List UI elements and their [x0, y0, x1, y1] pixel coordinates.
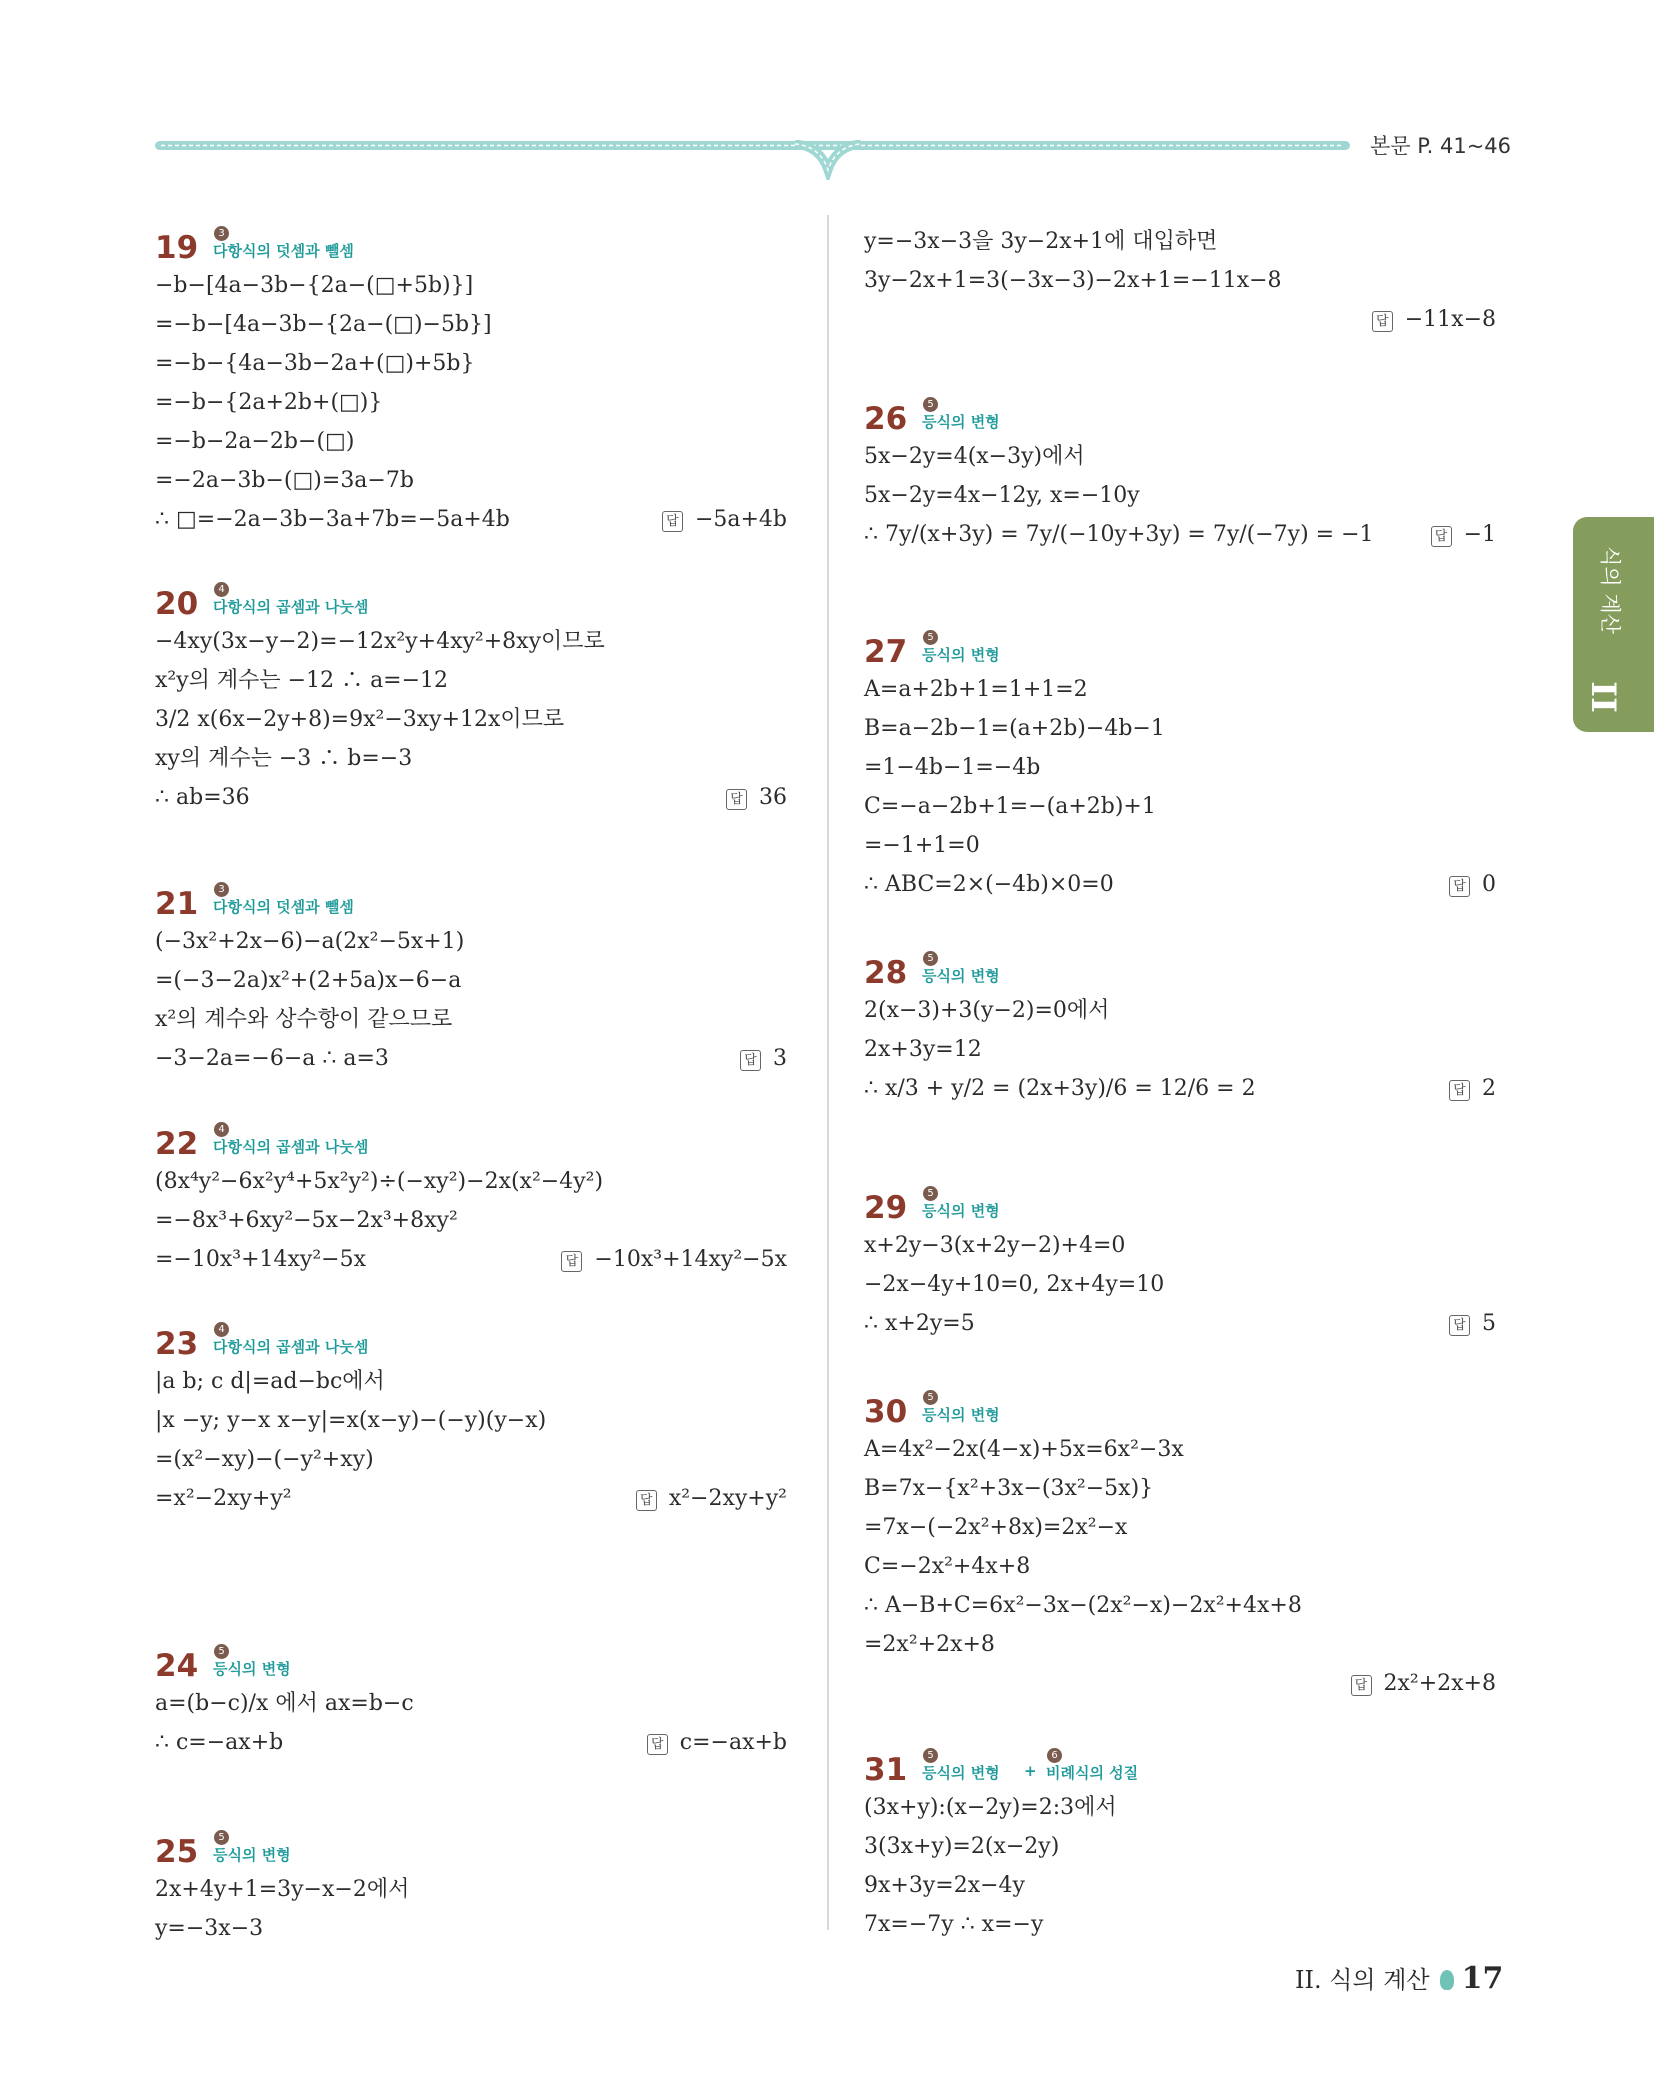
answer	[1351, 1664, 1497, 1703]
solution-line	[155, 622, 787, 661]
solution-line	[864, 476, 1496, 515]
header-reference: 본문 P. 41~46	[1370, 134, 1512, 158]
topic-number-badge: 4	[214, 1122, 229, 1137]
solution-text: =1−4b−1=−4b	[864, 755, 1041, 780]
solution-line	[155, 961, 787, 1000]
answer-icon: 답	[1372, 311, 1393, 332]
solution-line	[155, 500, 787, 539]
topic-title: 다항식의 덧셈과 뺄셈	[213, 898, 354, 916]
solution-text: ∴ x+2y=5	[864, 1311, 975, 1336]
problem-number: 27	[864, 634, 908, 670]
problem-header	[155, 878, 787, 922]
solution-line	[155, 1684, 787, 1723]
solution-text: 2x+4y+1=3y−x−2에서	[155, 1877, 410, 1902]
solution-text: −b−[4a−3b−{2a−(□+5b)}]	[155, 273, 474, 298]
solution-line	[864, 709, 1496, 748]
solution-text: =−b−2a−2b−(□)	[155, 429, 355, 454]
problem-27	[864, 626, 1496, 904]
solution-text: a=(b−c)/x 에서 ax=b−c	[155, 1691, 414, 1716]
problem-header	[155, 1826, 787, 1870]
answer-icon: 답	[1431, 526, 1452, 547]
solution-line	[155, 778, 787, 817]
problem-cont	[864, 222, 1496, 339]
topic-number-badge: 5	[923, 630, 938, 645]
answer-icon: 답	[726, 789, 747, 810]
answer-value: 0	[1482, 872, 1496, 897]
solution-text: =2x²+2x+8	[864, 1632, 995, 1657]
answer	[740, 1039, 787, 1078]
solution-line	[864, 1625, 1496, 1664]
answer	[561, 1240, 787, 1279]
problem-number: 28	[864, 955, 908, 991]
answer-icon: 답	[636, 1490, 657, 1511]
problem-number: 26	[864, 401, 908, 437]
solution-text: B=7x−{x²+3x−(3x²−5x)}	[864, 1476, 1154, 1501]
solution-text: B=a−2b−1=(a+2b)−4b−1	[864, 716, 1165, 741]
problem-header	[864, 1744, 1496, 1788]
solution-line	[864, 1069, 1496, 1108]
header-notch	[795, 140, 861, 180]
solution-text: −4xy(3x−y−2)=−12x²y+4xy²+8xy이므로	[155, 629, 605, 654]
solution-line	[864, 222, 1496, 261]
problem-header	[864, 393, 1496, 437]
problem-number: 25	[155, 1834, 199, 1870]
answer-value: 36	[759, 785, 787, 810]
problem-header	[155, 222, 787, 266]
solution-text: ∴ □=−2a−3b−3a+7b=−5a+4b	[155, 507, 510, 532]
answer-value: c=−ax+b	[679, 1730, 787, 1755]
solution-text: A=4x²−2x(4−x)+5x=6x²−3x	[864, 1437, 1184, 1462]
solution-text: =7x−(−2x²+8x)=2x²−x	[864, 1515, 1128, 1540]
solution-text: (3x+y):(x−2y)=2:3에서	[864, 1795, 1117, 1820]
solution-line	[864, 1226, 1496, 1265]
solution-line	[864, 1430, 1496, 1469]
solution-line	[155, 700, 787, 739]
solution-line	[155, 461, 787, 500]
topic-title: 비례식의 성질	[1046, 1764, 1139, 1782]
solution-text: x+2y−3(x+2y−2)+4=0	[864, 1233, 1126, 1258]
problem-number: 30	[864, 1394, 908, 1430]
chapter-side-tab[interactable]	[1573, 517, 1654, 732]
solution-text: =−2a−3b−(□)=3a−7b	[155, 468, 414, 493]
topic-number-badge: 5	[923, 1390, 938, 1405]
solution-text: =−10x³+14xy²−5x	[155, 1247, 367, 1272]
solution-line	[155, 305, 787, 344]
solution-text: A=a+2b+1=1+1=2	[864, 677, 1088, 702]
topic-title: 다항식의 곱셈과 나눗셈	[213, 1138, 369, 1156]
topic-number-badge: 5	[214, 1830, 229, 1845]
side-tab-roman: II	[1582, 681, 1623, 713]
problem-header	[155, 1318, 787, 1362]
problem-28	[864, 947, 1496, 1108]
topic-number-badge: 3	[214, 226, 229, 241]
problem-number: 24	[155, 1648, 199, 1684]
solution-text: x²의 계수와 상수항이 같으므로	[155, 1007, 453, 1032]
solution-text: (−3x²+2x−6)−a(2x²−5x+1)	[155, 929, 465, 954]
solution-text: ∴ ABC=2×(−4b)×0=0	[864, 872, 1114, 897]
solution-text: 2(x−3)+3(y−2)=0에서	[864, 998, 1110, 1023]
problem-22	[155, 1118, 787, 1279]
answer-icon: 답	[1449, 1080, 1470, 1101]
problem-header	[155, 1118, 787, 1162]
solution-text: =−b−{4a−3b−2a+(□)+5b}	[155, 351, 475, 376]
solution-line	[864, 1469, 1496, 1508]
solution-text: C=−2x²+4x+8	[864, 1554, 1031, 1579]
solution-line	[155, 1000, 787, 1039]
topic-title: 다항식의 덧셈과 뺄셈	[213, 242, 354, 260]
topic-title: 등식의 변형	[213, 1660, 291, 1678]
topic-title: 등식의 변형	[213, 1846, 291, 1864]
solution-text: y=−3x−3을 3y−2x+1에 대입하면	[864, 229, 1218, 254]
answer-value: 2x²+2x+8	[1383, 1671, 1496, 1696]
solution-line	[864, 515, 1496, 554]
answer-value: 5	[1482, 1311, 1496, 1336]
solution-line	[864, 1788, 1496, 1827]
answer-icon: 답	[647, 1734, 668, 1755]
problem-19	[155, 222, 787, 539]
topic-title: 다항식의 곱셈과 나눗셈	[213, 598, 369, 616]
topic-title: 등식의 변형	[922, 646, 1000, 664]
solution-line	[155, 1870, 787, 1909]
problem-20	[155, 578, 787, 817]
solution-line	[155, 661, 787, 700]
solution-line	[155, 1162, 787, 1201]
solution-line	[155, 922, 787, 961]
problem-number: 23	[155, 1326, 199, 1362]
topic-title: 등식의 변형	[922, 413, 1000, 431]
solution-text: 5x−2y=4(x−3y)에서	[864, 444, 1085, 469]
solution-text: =(−3−2a)x²+(2+5a)x−6−a	[155, 968, 462, 993]
solution-line	[864, 1547, 1496, 1586]
solution-line	[155, 1909, 787, 1948]
answer-icon: 답	[1351, 1675, 1372, 1696]
solution-text: |a b; c d|=ad−bc에서	[155, 1369, 385, 1394]
answer	[636, 1479, 787, 1518]
answer-value: x²−2xy+y²	[668, 1486, 787, 1511]
solution-text: 3/2 x(6x−2y+8)=9x²−3xy+12x이므로	[155, 707, 565, 732]
solution-text: 2x+3y=12	[864, 1037, 982, 1062]
answer-value: 3	[773, 1046, 787, 1071]
solution-line	[155, 1440, 787, 1479]
answer-value: −10x³+14xy²−5x	[594, 1247, 787, 1272]
page-number: 17	[1461, 1961, 1504, 1996]
problem-26	[864, 393, 1496, 554]
solution-text: ∴ 7y/(x+3y) = 7y/(−10y+3y) = 7y/(−7y) = −1	[864, 522, 1374, 547]
solution-text: 5x−2y=4x−12y, x=−10y	[864, 483, 1140, 508]
solution-line	[864, 991, 1496, 1030]
problem-number: 19	[155, 230, 199, 266]
answer	[726, 778, 787, 817]
topic-plus: +	[1024, 1762, 1037, 1780]
answer-icon: 답	[740, 1050, 761, 1071]
answer-icon: 답	[662, 511, 683, 532]
solution-line	[864, 1304, 1496, 1343]
solution-line	[864, 300, 1496, 339]
solution-line	[155, 1723, 787, 1762]
solution-line	[864, 1905, 1496, 1944]
solution-text: 9x+3y=2x−4y	[864, 1873, 1025, 1898]
solution-line	[155, 1201, 787, 1240]
solution-text: ∴ A−B+C=6x²−3x−(2x²−x)−2x²+4x+8	[864, 1593, 1302, 1618]
topic-title: 등식의 변형	[922, 1406, 1000, 1424]
solution-text: −2x−4y+10=0, 2x+4y=10	[864, 1272, 1165, 1297]
solution-text: xy의 계수는 −3 ∴ b=−3	[155, 746, 413, 771]
column-divider	[827, 215, 829, 1930]
problem-header	[864, 1386, 1496, 1430]
answer	[1431, 515, 1496, 554]
problem-header	[155, 578, 787, 622]
solution-line	[864, 670, 1496, 709]
side-tab-label: 식의 계산	[1597, 546, 1622, 634]
problem-21	[155, 878, 787, 1078]
problem-number: 21	[155, 886, 199, 922]
topic-title: 등식의 변형	[922, 967, 1000, 985]
answer-value: −1	[1463, 522, 1496, 547]
answer	[1372, 300, 1496, 339]
topic-number-badge: 5	[923, 1748, 938, 1763]
solution-text: (8x⁴y²−6x²y⁴+5x²y²)÷(−xy²)−2x(x²−4y²)	[155, 1169, 604, 1194]
solution-line	[864, 1265, 1496, 1304]
lightbulb-icon	[1440, 1970, 1454, 1990]
answer-value: −11x−8	[1404, 307, 1496, 332]
solution-text: 3y−2x+1=3(−3x−3)−2x+1=−11x−8	[864, 268, 1282, 293]
answer-icon: 답	[1449, 1315, 1470, 1336]
solution-line	[155, 1039, 787, 1078]
solution-text: x²y의 계수는 −12 ∴ a=−12	[155, 668, 449, 693]
problem-number: 31	[864, 1752, 908, 1788]
problem-number: 29	[864, 1190, 908, 1226]
topic-title: 등식의 변형	[922, 1202, 1000, 1220]
problem-number: 20	[155, 586, 199, 622]
topic-number-badge: 3	[214, 882, 229, 897]
solution-text: y=−3x−3	[155, 1916, 264, 1941]
solution-line	[155, 1479, 787, 1518]
problem-header	[864, 947, 1496, 991]
problem-header	[864, 626, 1496, 670]
solution-text: |x −y; y−x x−y|=x(x−y)−(−y)(y−x)	[155, 1408, 547, 1433]
solution-text: =−b−{2a+2b+(□)}	[155, 390, 383, 415]
answer	[647, 1723, 787, 1762]
problem-25	[155, 1826, 787, 1948]
topic-number-badge: 4	[214, 1322, 229, 1337]
solution-text: =x²−2xy+y²	[155, 1486, 292, 1511]
topic-number-badge: 6	[1047, 1748, 1062, 1763]
solution-text: 3(3x+y)=2(x−2y)	[864, 1834, 1060, 1859]
topic-title: 다항식의 곱셈과 나눗셈	[213, 1338, 369, 1356]
problem-30	[864, 1386, 1496, 1703]
page-footer	[1295, 1960, 1503, 1996]
topic-number-badge: 5	[923, 951, 938, 966]
topic-number-badge: 5	[923, 397, 938, 412]
topic-title: 등식의 변형	[922, 1764, 1000, 1782]
solution-line	[864, 748, 1496, 787]
solution-line	[864, 437, 1496, 476]
answer-value: −5a+4b	[694, 507, 787, 532]
solution-line	[864, 1664, 1496, 1703]
topic-number-badge: 5	[214, 1644, 229, 1659]
topic-number-badge: 4	[214, 582, 229, 597]
solution-text: C=−a−2b+1=−(a+2b)+1	[864, 794, 1156, 819]
solution-line	[864, 1586, 1496, 1625]
solution-text: =−1+1=0	[864, 833, 980, 858]
solution-line	[864, 826, 1496, 865]
solution-text: ∴ x/3 + y/2 = (2x+3y)/6 = 12/6 = 2	[864, 1076, 1256, 1101]
solution-line	[155, 266, 787, 305]
answer	[1449, 865, 1496, 904]
problem-header	[155, 1640, 787, 1684]
solution-line	[155, 739, 787, 778]
answer	[1449, 1069, 1496, 1108]
solution-text: ∴ c=−ax+b	[155, 1730, 284, 1755]
solution-line	[864, 1827, 1496, 1866]
answer	[1449, 1304, 1496, 1343]
solution-text: =(x²−xy)−(−y²+xy)	[155, 1447, 374, 1472]
header-decoration	[155, 139, 1350, 153]
problem-29	[864, 1182, 1496, 1343]
problem-23	[155, 1318, 787, 1518]
problem-24	[155, 1640, 787, 1762]
problem-number: 22	[155, 1126, 199, 1162]
solution-text: =−b−[4a−3b−{2a−(□)−5b}]	[155, 312, 492, 337]
solution-line	[864, 1030, 1496, 1069]
answer-icon: 답	[1449, 876, 1470, 897]
solution-line	[155, 1362, 787, 1401]
solution-text: ∴ ab=36	[155, 785, 250, 810]
topic-number-badge: 5	[923, 1186, 938, 1201]
solution-line	[155, 1401, 787, 1440]
solution-text: =−8x³+6xy²−5x−2x³+8xy²	[155, 1208, 458, 1233]
solution-line	[155, 344, 787, 383]
solution-line	[155, 422, 787, 461]
solution-line	[864, 865, 1496, 904]
solution-line	[864, 787, 1496, 826]
solution-text: −3−2a=−6−a ∴ a=3	[155, 1046, 389, 1071]
answer-icon: 답	[561, 1251, 582, 1272]
footer-chapter: II. 식의 계산	[1295, 1966, 1430, 1994]
solution-line	[155, 383, 787, 422]
answer	[662, 500, 787, 539]
solution-text: 7x=−7y ∴ x=−y	[864, 1912, 1044, 1937]
solution-line	[864, 261, 1496, 300]
solution-line	[864, 1508, 1496, 1547]
problem-header	[864, 1182, 1496, 1226]
solution-line	[864, 1866, 1496, 1905]
problem-31	[864, 1744, 1496, 1944]
answer-value: 2	[1482, 1076, 1496, 1101]
solution-line	[155, 1240, 787, 1279]
